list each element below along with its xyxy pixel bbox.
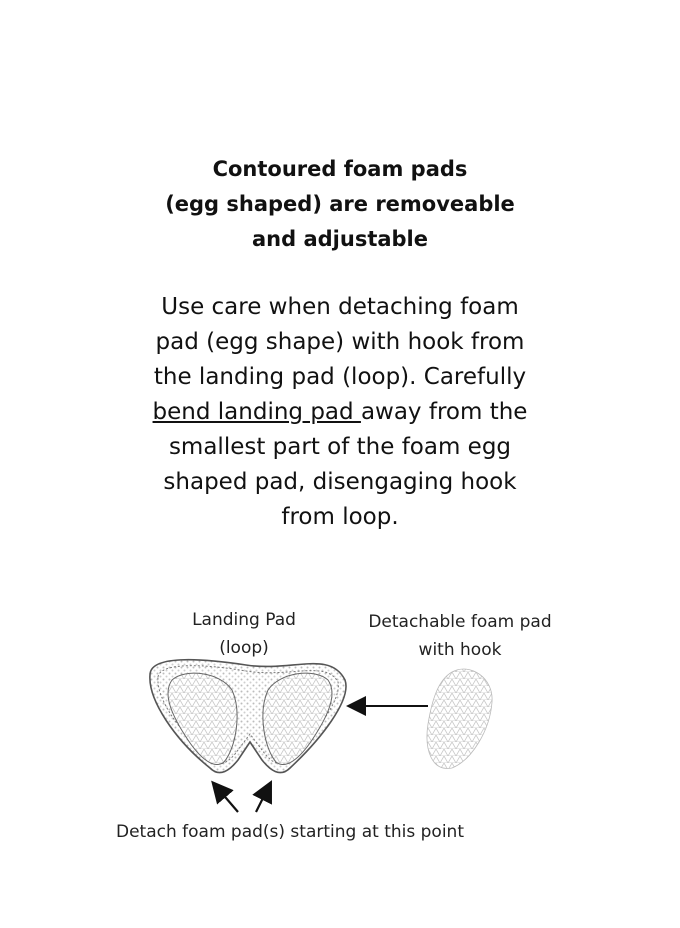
landing-pad-label-line-1: Landing Pad xyxy=(192,610,296,630)
landing-pad-label xyxy=(162,606,326,662)
detach-arrow-right xyxy=(256,784,270,812)
detach-point-label-text: Detach foam pad(s) starting at this point xyxy=(115,822,464,842)
instructions-line-3: the landing pad (loop). Carefully xyxy=(153,364,527,390)
instructions-line-6: shaped pad, disengaging hook xyxy=(163,469,517,495)
instructions-line-4-rest: away from the xyxy=(360,399,528,425)
landing-pad-shape xyxy=(150,660,346,773)
detach-point-label xyxy=(60,818,520,846)
instructions-line-5: smallest part of the foam egg xyxy=(168,434,512,460)
heading-line-1: Contoured foam pads xyxy=(212,157,468,181)
right-foam-pad xyxy=(263,673,332,764)
instructions-line-1: Use care when detaching foam xyxy=(161,294,519,320)
detachable-pad-label-line-2: with hook xyxy=(418,640,502,660)
instructions-line-7: from loop. xyxy=(281,504,399,530)
landing-pad-label-line-2: (loop) xyxy=(219,638,269,658)
left-foam-pad xyxy=(168,673,237,764)
heading-line-2: (egg shaped) are removeable xyxy=(165,192,515,216)
detach-arrow-left xyxy=(214,784,238,812)
instructions-line-2: pad (egg shape) with hook from xyxy=(155,329,525,355)
underlined-phrase: bend landing pad xyxy=(152,399,361,425)
detachable-foam-pad xyxy=(427,669,492,768)
heading-line-3: and adjustable xyxy=(252,227,428,251)
detachable-pad-label-line-1: Detachable foam pad xyxy=(368,612,552,632)
detachable-pad-label xyxy=(342,608,578,664)
